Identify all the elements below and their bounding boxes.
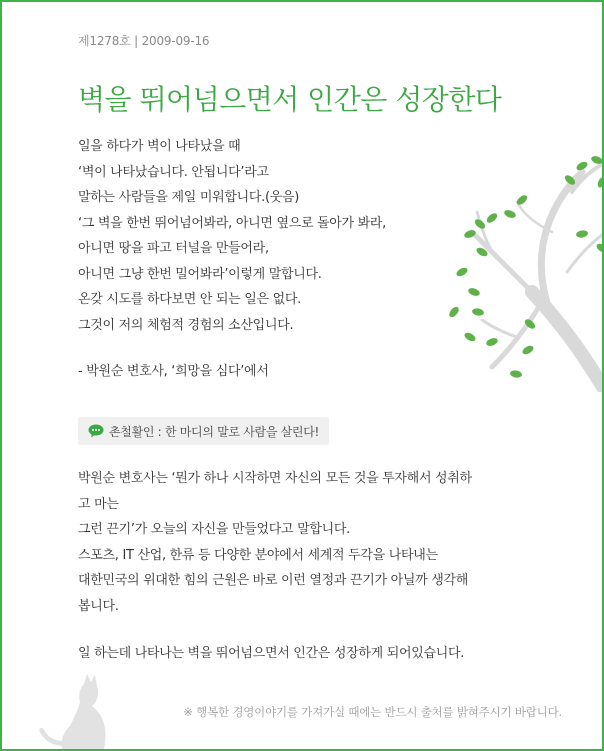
quote-line: ‘그 벽을 한번 뛰어넘어봐라, 아니면 옆으로 돌아가 봐라,	[78, 215, 386, 231]
tagline-text: 촌철활인 : 한 마디의 말로 사람을 살린다!	[109, 424, 320, 439]
body-line: 그런 끈기’가 오늘의 자신을 만들었다고 말합니다.	[78, 522, 350, 537]
quote-line: 아니면 땅을 파고 터널을 만들어라,	[78, 241, 269, 256]
body-line: 스포츠, IT 산업, 한류 등 다양한 분야에서 세계적 두각을 나타내는	[78, 547, 438, 563]
cat-silhouette	[34, 674, 114, 749]
body-line: 봅니다.	[78, 598, 119, 614]
tree-illustration	[432, 152, 604, 392]
body-line: 대한민국의 위대한 힘의 근원은 바로 이런 열정과 끈기가 아닐까 생각해	[78, 573, 468, 588]
quote-line: 아니면 그냥 한번 밀어봐라’이렇게 말합니다.	[78, 266, 322, 282]
body-line: 박원순 변호사는 ‘뭔가 하나 시작하면 자신의 모든 것을 투자해서 성취하	[78, 471, 472, 486]
quote-line: 일을 하다가 벽이 나타났을 때	[78, 139, 241, 154]
quote-line: 말하는 사람들을 제일 미워합니다.(웃음)	[78, 190, 300, 205]
issue-meta: 제1278호 | 2009-09-16	[78, 34, 210, 48]
quote-line: 온갖 시도를 하다보면 안 되는 일은 없다.	[78, 292, 301, 307]
speech-bubble-icon	[88, 424, 104, 438]
quote-source: - 박원순 변호사, ‘희망을 심다’에서	[78, 364, 269, 379]
tagline-badge	[78, 417, 329, 445]
quote-line: 그것이 저의 체험적 경험의 소산입니다.	[78, 317, 294, 333]
body-line: 고 마는	[78, 496, 119, 512]
closing-line: 일 하는데 나타나는 벽을 뛰어넘으면서 인간은 성장하게 되어있습니다.	[78, 646, 465, 661]
copyright-notice: ※ 행복한 경영이야기를 가져가실 때에는 반드시 출처를 밝혀주시기 바랍니다.	[183, 705, 562, 719]
page-title: 벽을 뛰어넘으면서 인간은 성장한다	[78, 83, 502, 116]
body-text	[78, 466, 538, 619]
quote-line: ‘벽이 나타났습니다. 안됩니다’라고	[78, 164, 269, 180]
